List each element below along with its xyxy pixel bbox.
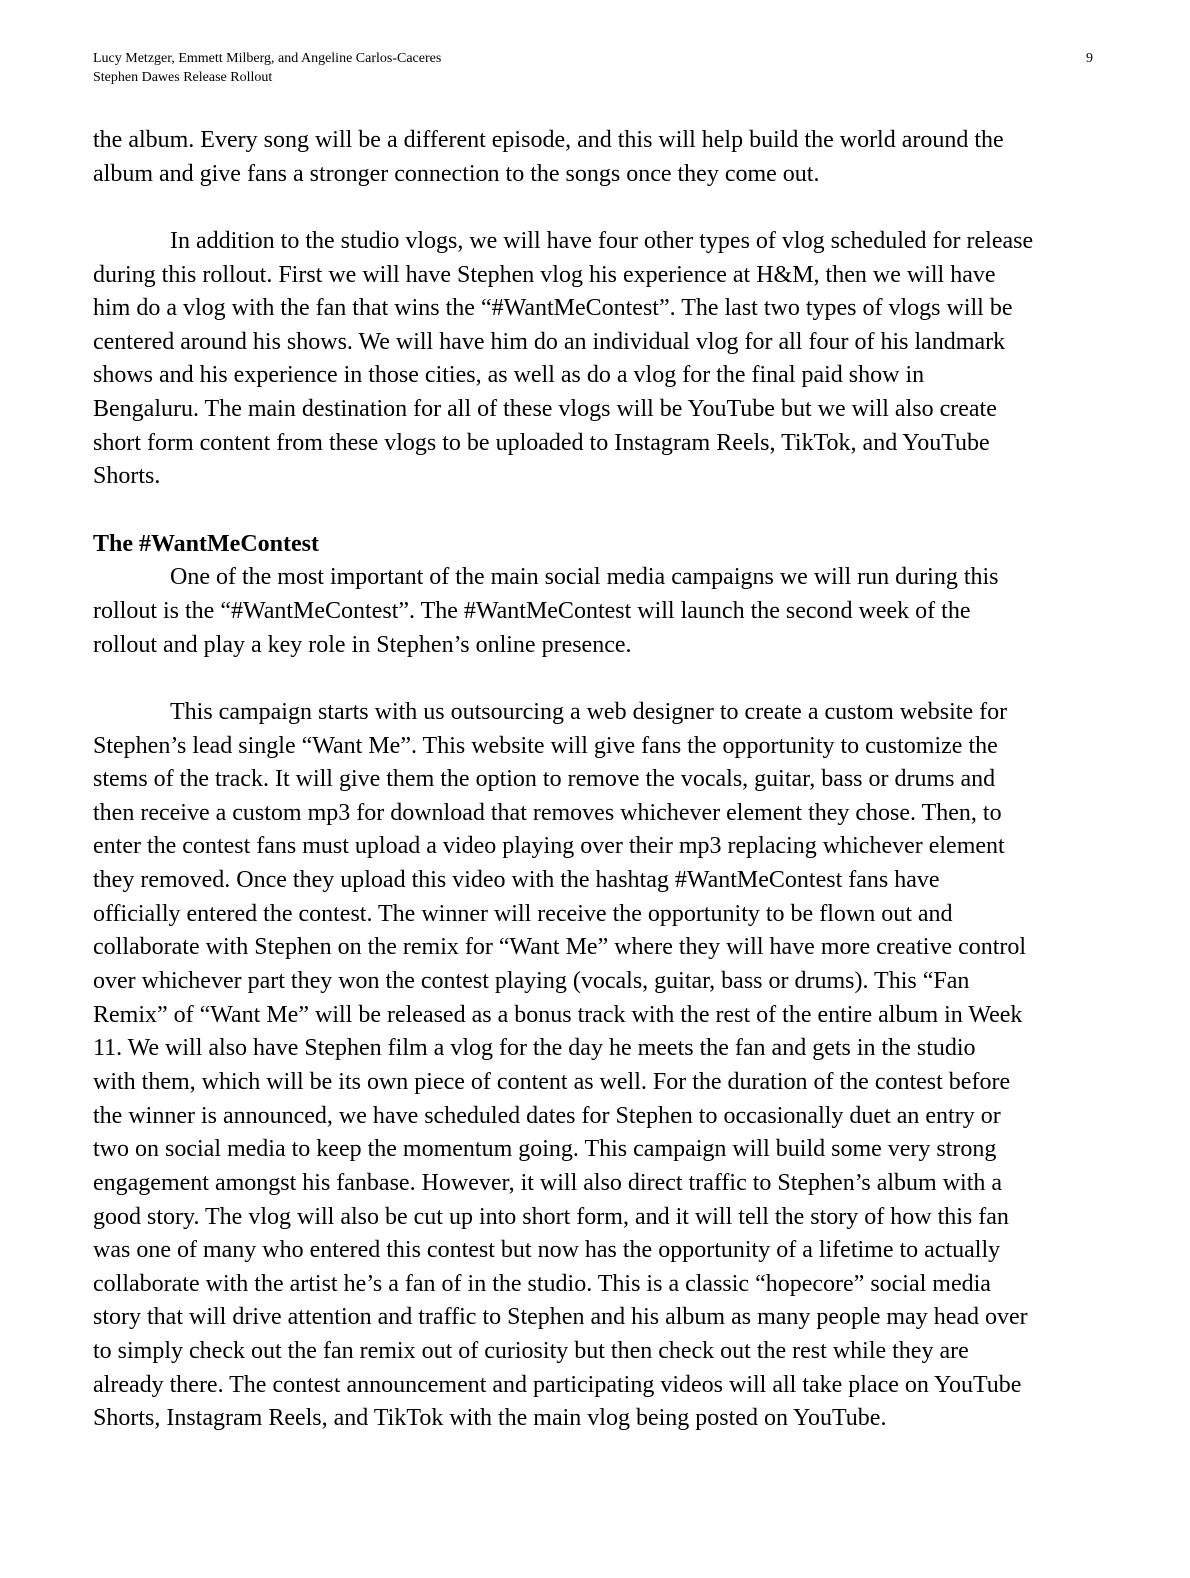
paragraph-line: with them, which will be its own piece of content as well. For the duration of the contest before [93, 1068, 1011, 1095]
paragraph-line: Stephen’s lead single “Want Me”. This website will give fans the opportunity to customize the [93, 732, 998, 759]
paragraph-line: already there. The contest announcement and participating videos will all take place on YouTube [93, 1371, 1022, 1398]
paragraph-line: centered around his shows. We will have him do an individual vlog for all four of his landmark [93, 328, 1006, 355]
paragraph-line: collaborate with the artist he’s a fan of in the studio. This is a classic “hopecore” social media [93, 1270, 991, 1297]
paragraph-line: One of the most important of the main social media campaigns we will run during this [170, 564, 999, 591]
paragraph-line: the winner is announced, we have scheduled dates for Stephen to occasionally duet an entry or [93, 1102, 1001, 1129]
paragraph-line: to simply check out the fan remix out of curiosity but then check out the rest while they are [93, 1338, 969, 1365]
paragraph-line: during this rollout. First we will have Stephen vlog his experience at H&M, then we will have [93, 261, 996, 288]
paragraph-line: short form content from these vlogs to be uploaded to Instagram Reels, TikTok, and YouTube [93, 429, 990, 456]
paragraph-line: stems of the track. It will give them the option to remove the vocals, guitar, bass or drums and [93, 766, 996, 793]
paragraph-line: story that will drive attention and traffic to Stephen and his album as many people may head over [93, 1304, 1028, 1331]
paragraph-spacer [93, 191, 1093, 225]
paragraph-line: album and give fans a stronger connection to the songs once they come out. [93, 160, 820, 187]
paragraph-line: shows and his experience in those cities, as well as do a vlog for the final paid show in [93, 362, 925, 389]
paragraph-line: two on social media to keep the momentum going. This campaign will build some very strong [93, 1136, 997, 1163]
paragraph-other-vlogs [93, 225, 1093, 494]
page-number: 9 [1086, 51, 1093, 66]
paragraph-continuation [93, 124, 1093, 191]
running-header [93, 49, 1093, 87]
paragraph-line: rollout is the “#WantMeContest”. The #WantMeContest will launch the second week of the [93, 597, 971, 624]
section-heading: The #WantMeContest [93, 530, 319, 557]
paragraph-line: Remix” of “Want Me” will be released as a bonus track with the rest of the entire album in Week [93, 1001, 1023, 1028]
header-authors: Lucy Metzger, Emmett Milberg, and Angeline Carlos-Caceres [93, 51, 442, 66]
paragraph-line: rollout and play a key role in Stephen’s online presence. [93, 631, 632, 658]
paragraph-line: they removed. Once they upload this video with the hashtag #WantMeContest fans have [93, 867, 940, 894]
paragraph-line: Bengaluru. The main destination for all of these vlogs will be YouTube but we will also create [93, 396, 997, 423]
header-title: Stephen Dawes Release Rollout [93, 70, 273, 85]
paragraph-line: officially entered the contest. The winner will receive the opportunity to be flown out and [93, 900, 953, 927]
paragraph-line: the album. Every song will be a different episode, and this will help build the world around the [93, 127, 1004, 153]
paragraph-line: Shorts. [93, 463, 161, 490]
paragraph-line: good story. The vlog will also be cut up into short form, and it will tell the story of how this fan [93, 1203, 1009, 1230]
paragraph-line: Shorts, Instagram Reels, and TikTok with the main vlog being posted on YouTube. [93, 1405, 887, 1432]
paragraph-line: 11. We will also have Stephen film a vlog for the day he meets the fan and gets in the studio [93, 1035, 976, 1062]
paragraph-line: engagement amongst his fanbase. However, it will also direct traffic to Stephen’s album with a [93, 1169, 1003, 1196]
paragraph-line: collaborate with Stephen on the remix for “Want Me” where they will have more creative control [93, 934, 1027, 961]
paragraph-campaign-details [93, 696, 1093, 1436]
paragraph-line: This campaign starts with us outsourcing a web designer to create a custom website for [170, 698, 1008, 725]
paragraph-line: enter the contest fans must upload a video playing over their mp3 replacing whichever element [93, 833, 1005, 860]
paragraph-line: was one of many who entered this contest but now has the opportunity of a lifetime to actually [93, 1237, 1001, 1264]
paragraph-line: then receive a custom mp3 for download that removes whichever element they chose. Then, to [93, 799, 1002, 826]
paragraph-line: In addition to the studio vlogs, we will have four other types of vlog scheduled for release [170, 227, 1034, 254]
paragraph-contest-intro [93, 561, 1093, 662]
paragraph-line: him do a vlog with the fan that wins the “#WantMeContest”. The last two types of vlogs will be [93, 295, 1013, 322]
document-body [93, 124, 1093, 1436]
paragraph-line: over whichever part they won the contest playing (vocals, guitar, bass or drums). This “Fan [93, 968, 970, 995]
paragraph-spacer [93, 662, 1093, 696]
paragraph-spacer [93, 494, 1093, 528]
